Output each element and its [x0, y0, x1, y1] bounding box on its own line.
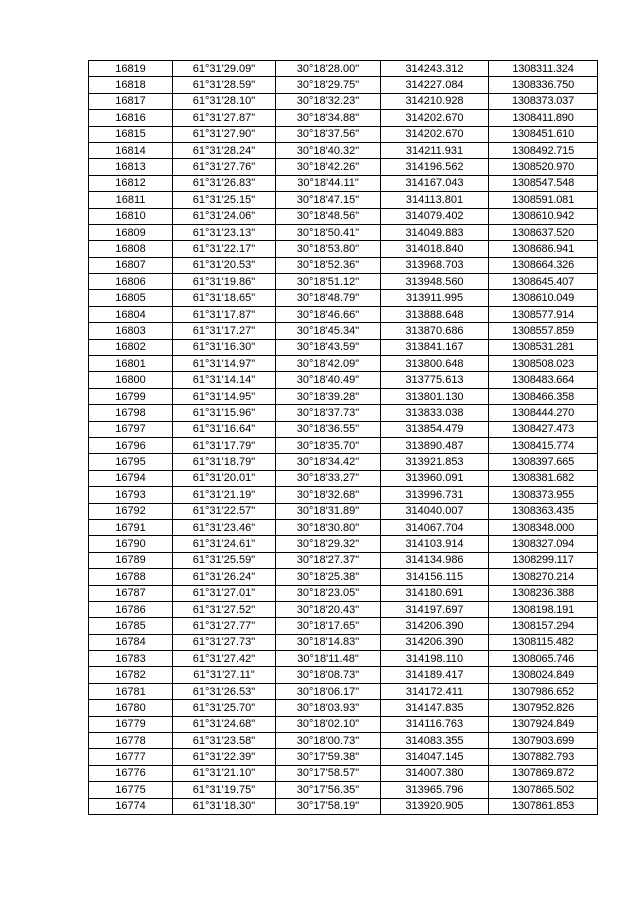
longitude-cell: 30°18'50.41" — [276, 224, 381, 240]
latitude-cell: 61°31'22.17" — [173, 241, 276, 257]
x-coordinate-cell: 314243.312 — [381, 61, 489, 77]
longitude-cell: 30°18'37.56" — [276, 126, 381, 142]
point-number-cell: 16805 — [89, 290, 173, 306]
x-coordinate-cell: 314198.110 — [381, 651, 489, 667]
point-number-cell: 16789 — [89, 552, 173, 568]
longitude-cell: 30°18'37.73" — [276, 405, 381, 421]
y-coordinate-cell: 1308427.473 — [489, 421, 598, 437]
longitude-cell: 30°18'02.10" — [276, 716, 381, 732]
x-coordinate-cell: 313920.905 — [381, 798, 489, 814]
point-number-cell: 16801 — [89, 356, 173, 372]
longitude-cell: 30°17'56.35" — [276, 782, 381, 798]
longitude-cell: 30°18'51.12" — [276, 274, 381, 290]
table-row — [89, 519, 598, 535]
table-row — [89, 601, 598, 617]
longitude-cell: 30°18'48.79" — [276, 290, 381, 306]
y-coordinate-cell: 1308236.388 — [489, 585, 598, 601]
y-coordinate-cell: 1308336.750 — [489, 77, 598, 93]
y-coordinate-cell: 1308686.941 — [489, 241, 598, 257]
x-coordinate-cell: 314047.145 — [381, 749, 489, 765]
table-row — [89, 224, 598, 240]
latitude-cell: 61°31'14.95" — [173, 388, 276, 404]
y-coordinate-cell: 1308327.094 — [489, 536, 598, 552]
y-coordinate-cell: 1308547.548 — [489, 175, 598, 191]
latitude-cell: 61°31'17.79" — [173, 437, 276, 453]
table-row — [89, 634, 598, 650]
latitude-cell: 61°31'27.42" — [173, 651, 276, 667]
longitude-cell: 30°18'42.09" — [276, 356, 381, 372]
longitude-cell: 30°18'29.32" — [276, 536, 381, 552]
latitude-cell: 61°31'24.06" — [173, 208, 276, 224]
y-coordinate-cell: 1307903.699 — [489, 733, 598, 749]
y-coordinate-cell: 1308591.081 — [489, 192, 598, 208]
y-coordinate-cell: 1308637.520 — [489, 224, 598, 240]
y-coordinate-cell: 1307924.849 — [489, 716, 598, 732]
longitude-cell: 30°18'30.80" — [276, 519, 381, 535]
x-coordinate-cell: 314196.562 — [381, 159, 489, 175]
x-coordinate-cell: 313911.995 — [381, 290, 489, 306]
latitude-cell: 61°31'23.13" — [173, 224, 276, 240]
table-row — [89, 667, 598, 683]
table-row — [89, 733, 598, 749]
longitude-cell: 30°18'47.15" — [276, 192, 381, 208]
x-coordinate-cell: 314202.670 — [381, 110, 489, 126]
y-coordinate-cell: 1308373.955 — [489, 487, 598, 503]
point-number-cell: 16784 — [89, 634, 173, 650]
y-coordinate-cell: 1308024.849 — [489, 667, 598, 683]
table-row — [89, 700, 598, 716]
latitude-cell: 61°31'24.68" — [173, 716, 276, 732]
coordinates-table-body — [89, 61, 598, 815]
latitude-cell: 61°31'27.11" — [173, 667, 276, 683]
table-row — [89, 421, 598, 437]
point-number-cell: 16794 — [89, 470, 173, 486]
x-coordinate-cell: 313801.130 — [381, 388, 489, 404]
latitude-cell: 61°31'22.39" — [173, 749, 276, 765]
y-coordinate-cell: 1308065.746 — [489, 651, 598, 667]
x-coordinate-cell: 313833.038 — [381, 405, 489, 421]
point-number-cell: 16791 — [89, 519, 173, 535]
x-coordinate-cell: 314147.835 — [381, 700, 489, 716]
longitude-cell: 30°18'28.00" — [276, 61, 381, 77]
y-coordinate-cell: 1308311.324 — [489, 61, 598, 77]
table-row — [89, 93, 598, 109]
table-row — [89, 306, 598, 322]
x-coordinate-cell: 313890.487 — [381, 437, 489, 453]
y-coordinate-cell: 1308397.665 — [489, 454, 598, 470]
y-coordinate-cell: 1308508.023 — [489, 356, 598, 372]
latitude-cell: 61°31'27.01" — [173, 585, 276, 601]
table-row — [89, 208, 598, 224]
point-number-cell: 16778 — [89, 733, 173, 749]
latitude-cell: 61°31'27.52" — [173, 601, 276, 617]
x-coordinate-cell: 314211.931 — [381, 142, 489, 158]
x-coordinate-cell: 313968.703 — [381, 257, 489, 273]
x-coordinate-cell: 314206.390 — [381, 618, 489, 634]
x-coordinate-cell: 314116.763 — [381, 716, 489, 732]
y-coordinate-cell: 1308348.000 — [489, 519, 598, 535]
latitude-cell: 61°31'17.27" — [173, 323, 276, 339]
longitude-cell: 30°17'58.57" — [276, 765, 381, 781]
x-coordinate-cell: 314167.043 — [381, 175, 489, 191]
latitude-cell: 61°31'20.53" — [173, 257, 276, 273]
y-coordinate-cell: 1307986.652 — [489, 683, 598, 699]
latitude-cell: 61°31'27.90" — [173, 126, 276, 142]
x-coordinate-cell: 314180.691 — [381, 585, 489, 601]
longitude-cell: 30°18'45.34" — [276, 323, 381, 339]
y-coordinate-cell: 1308664.326 — [489, 257, 598, 273]
point-number-cell: 16803 — [89, 323, 173, 339]
table-row — [89, 683, 598, 699]
y-coordinate-cell: 1308373.037 — [489, 93, 598, 109]
y-coordinate-cell: 1308466.358 — [489, 388, 598, 404]
y-coordinate-cell: 1308451.610 — [489, 126, 598, 142]
latitude-cell: 61°31'28.24" — [173, 142, 276, 158]
x-coordinate-cell: 314067.704 — [381, 519, 489, 535]
y-coordinate-cell: 1308363.435 — [489, 503, 598, 519]
latitude-cell: 61°31'28.10" — [173, 93, 276, 109]
x-coordinate-cell: 314134.986 — [381, 552, 489, 568]
table-row — [89, 241, 598, 257]
y-coordinate-cell: 1308520.970 — [489, 159, 598, 175]
x-coordinate-cell: 314197.697 — [381, 601, 489, 617]
table-row — [89, 651, 598, 667]
longitude-cell: 30°18'00.73" — [276, 733, 381, 749]
point-number-cell: 16816 — [89, 110, 173, 126]
table-row — [89, 552, 598, 568]
y-coordinate-cell: 1307952.826 — [489, 700, 598, 716]
x-coordinate-cell: 313870.686 — [381, 323, 489, 339]
y-coordinate-cell: 1308645.407 — [489, 274, 598, 290]
table-row — [89, 290, 598, 306]
longitude-cell: 30°18'31.89" — [276, 503, 381, 519]
y-coordinate-cell: 1308198.191 — [489, 601, 598, 617]
longitude-cell: 30°18'29.75" — [276, 77, 381, 93]
table-row — [89, 798, 598, 814]
table-row — [89, 503, 598, 519]
latitude-cell: 61°31'16.30" — [173, 339, 276, 355]
y-coordinate-cell: 1307861.853 — [489, 798, 598, 814]
x-coordinate-cell: 314007.380 — [381, 765, 489, 781]
point-number-cell: 16819 — [89, 61, 173, 77]
longitude-cell: 30°17'59.38" — [276, 749, 381, 765]
longitude-cell: 30°18'39.28" — [276, 388, 381, 404]
point-number-cell: 16774 — [89, 798, 173, 814]
x-coordinate-cell: 313854.479 — [381, 421, 489, 437]
table-row — [89, 388, 598, 404]
longitude-cell: 30°18'17.65" — [276, 618, 381, 634]
x-coordinate-cell: 313996.731 — [381, 487, 489, 503]
point-number-cell: 16815 — [89, 126, 173, 142]
latitude-cell: 61°31'26.24" — [173, 569, 276, 585]
y-coordinate-cell: 1308444.270 — [489, 405, 598, 421]
table-row — [89, 77, 598, 93]
y-coordinate-cell: 1308492.715 — [489, 142, 598, 158]
longitude-cell: 30°18'32.68" — [276, 487, 381, 503]
table-row — [89, 339, 598, 355]
longitude-cell: 30°18'46.66" — [276, 306, 381, 322]
point-number-cell: 16785 — [89, 618, 173, 634]
latitude-cell: 61°31'27.73" — [173, 634, 276, 650]
x-coordinate-cell: 314040.007 — [381, 503, 489, 519]
latitude-cell: 61°31'14.14" — [173, 372, 276, 388]
table-row — [89, 782, 598, 798]
point-number-cell: 16780 — [89, 700, 173, 716]
latitude-cell: 61°31'25.59" — [173, 552, 276, 568]
longitude-cell: 30°18'43.59" — [276, 339, 381, 355]
point-number-cell: 16802 — [89, 339, 173, 355]
x-coordinate-cell: 314206.390 — [381, 634, 489, 650]
point-number-cell: 16798 — [89, 405, 173, 421]
table-row — [89, 618, 598, 634]
table-row — [89, 323, 598, 339]
latitude-cell: 61°31'26.53" — [173, 683, 276, 699]
longitude-cell: 30°18'11.48" — [276, 651, 381, 667]
latitude-cell: 61°31'20.01" — [173, 470, 276, 486]
y-coordinate-cell: 1307882.793 — [489, 749, 598, 765]
point-number-cell: 16783 — [89, 651, 173, 667]
table-row — [89, 585, 598, 601]
point-number-cell: 16812 — [89, 175, 173, 191]
longitude-cell: 30°18'32.23" — [276, 93, 381, 109]
point-number-cell: 16797 — [89, 421, 173, 437]
x-coordinate-cell: 313960.091 — [381, 470, 489, 486]
longitude-cell: 30°18'25.38" — [276, 569, 381, 585]
table-row — [89, 356, 598, 372]
y-coordinate-cell: 1308415.774 — [489, 437, 598, 453]
x-coordinate-cell: 314172.411 — [381, 683, 489, 699]
latitude-cell: 61°31'18.65" — [173, 290, 276, 306]
latitude-cell: 61°31'15.96" — [173, 405, 276, 421]
longitude-cell: 30°18'27.37" — [276, 552, 381, 568]
table-row — [89, 175, 598, 191]
latitude-cell: 61°31'19.75" — [173, 782, 276, 798]
longitude-cell: 30°18'20.43" — [276, 601, 381, 617]
point-number-cell: 16800 — [89, 372, 173, 388]
latitude-cell: 61°31'21.10" — [173, 765, 276, 781]
table-row — [89, 536, 598, 552]
point-number-cell: 16795 — [89, 454, 173, 470]
x-coordinate-cell: 314189.417 — [381, 667, 489, 683]
longitude-cell: 30°18'35.70" — [276, 437, 381, 453]
point-number-cell: 16777 — [89, 749, 173, 765]
table-row — [89, 61, 598, 77]
y-coordinate-cell: 1308381.682 — [489, 470, 598, 486]
longitude-cell: 30°18'03.93" — [276, 700, 381, 716]
y-coordinate-cell: 1308115.482 — [489, 634, 598, 650]
longitude-cell: 30°18'34.88" — [276, 110, 381, 126]
y-coordinate-cell: 1308299.117 — [489, 552, 598, 568]
longitude-cell: 30°18'14.83" — [276, 634, 381, 650]
x-coordinate-cell: 313888.648 — [381, 306, 489, 322]
table-row — [89, 192, 598, 208]
longitude-cell: 30°18'08.73" — [276, 667, 381, 683]
y-coordinate-cell: 1308157.294 — [489, 618, 598, 634]
latitude-cell: 61°31'21.19" — [173, 487, 276, 503]
longitude-cell: 30°18'36.55" — [276, 421, 381, 437]
point-number-cell: 16792 — [89, 503, 173, 519]
x-coordinate-cell: 314113.801 — [381, 192, 489, 208]
x-coordinate-cell: 314227.084 — [381, 77, 489, 93]
x-coordinate-cell: 314079.402 — [381, 208, 489, 224]
table-row — [89, 257, 598, 273]
latitude-cell: 61°31'23.46" — [173, 519, 276, 535]
point-number-cell: 16776 — [89, 765, 173, 781]
y-coordinate-cell: 1308483.664 — [489, 372, 598, 388]
table-row — [89, 749, 598, 765]
y-coordinate-cell: 1307869.872 — [489, 765, 598, 781]
latitude-cell: 61°31'27.76" — [173, 159, 276, 175]
latitude-cell: 61°31'18.79" — [173, 454, 276, 470]
latitude-cell: 61°31'25.15" — [173, 192, 276, 208]
y-coordinate-cell: 1308557.859 — [489, 323, 598, 339]
latitude-cell: 61°31'17.87" — [173, 306, 276, 322]
point-number-cell: 16790 — [89, 536, 173, 552]
latitude-cell: 61°31'18.30" — [173, 798, 276, 814]
latitude-cell: 61°31'27.77" — [173, 618, 276, 634]
latitude-cell: 61°31'23.58" — [173, 733, 276, 749]
longitude-cell: 30°18'40.49" — [276, 372, 381, 388]
table-row — [89, 487, 598, 503]
point-number-cell: 16809 — [89, 224, 173, 240]
latitude-cell: 61°31'25.70" — [173, 700, 276, 716]
longitude-cell: 30°18'44.11" — [276, 175, 381, 191]
point-number-cell: 16788 — [89, 569, 173, 585]
point-number-cell: 16811 — [89, 192, 173, 208]
point-number-cell: 16804 — [89, 306, 173, 322]
x-coordinate-cell: 313800.648 — [381, 356, 489, 372]
longitude-cell: 30°18'40.32" — [276, 142, 381, 158]
x-coordinate-cell: 314156.115 — [381, 569, 489, 585]
table-row — [89, 405, 598, 421]
table-row — [89, 372, 598, 388]
latitude-cell: 61°31'19.86" — [173, 274, 276, 290]
point-number-cell: 16793 — [89, 487, 173, 503]
table-row — [89, 159, 598, 175]
y-coordinate-cell: 1308411.890 — [489, 110, 598, 126]
table-row — [89, 437, 598, 453]
y-coordinate-cell: 1308610.942 — [489, 208, 598, 224]
latitude-cell: 61°31'28.59" — [173, 77, 276, 93]
y-coordinate-cell: 1308270.214 — [489, 569, 598, 585]
longitude-cell: 30°18'48.56" — [276, 208, 381, 224]
y-coordinate-cell: 1308577.914 — [489, 306, 598, 322]
point-number-cell: 16787 — [89, 585, 173, 601]
longitude-cell: 30°17'58.19" — [276, 798, 381, 814]
table-row — [89, 126, 598, 142]
x-coordinate-cell: 314049.883 — [381, 224, 489, 240]
y-coordinate-cell: 1308531.281 — [489, 339, 598, 355]
longitude-cell: 30°18'34.42" — [276, 454, 381, 470]
x-coordinate-cell: 313841.167 — [381, 339, 489, 355]
y-coordinate-cell: 1308610.049 — [489, 290, 598, 306]
x-coordinate-cell: 314018.840 — [381, 241, 489, 257]
point-number-cell: 16775 — [89, 782, 173, 798]
x-coordinate-cell: 314202.670 — [381, 126, 489, 142]
table-row — [89, 274, 598, 290]
table-row — [89, 470, 598, 486]
table-row — [89, 110, 598, 126]
table-row — [89, 765, 598, 781]
longitude-cell: 30°18'52.36" — [276, 257, 381, 273]
point-number-cell: 16781 — [89, 683, 173, 699]
longitude-cell: 30°18'23.05" — [276, 585, 381, 601]
point-number-cell: 16782 — [89, 667, 173, 683]
x-coordinate-cell: 314103.914 — [381, 536, 489, 552]
longitude-cell: 30°18'42.26" — [276, 159, 381, 175]
point-number-cell: 16807 — [89, 257, 173, 273]
table-row — [89, 716, 598, 732]
longitude-cell: 30°18'06.17" — [276, 683, 381, 699]
latitude-cell: 61°31'26.83" — [173, 175, 276, 191]
coordinates-table — [88, 60, 598, 815]
point-number-cell: 16796 — [89, 437, 173, 453]
latitude-cell: 61°31'29.09" — [173, 61, 276, 77]
x-coordinate-cell: 313948.560 — [381, 274, 489, 290]
x-coordinate-cell: 314210.928 — [381, 93, 489, 109]
table-row — [89, 142, 598, 158]
latitude-cell: 61°31'24.61" — [173, 536, 276, 552]
point-number-cell: 16818 — [89, 77, 173, 93]
latitude-cell: 61°31'14.97" — [173, 356, 276, 372]
latitude-cell: 61°31'16.64" — [173, 421, 276, 437]
table-row — [89, 454, 598, 470]
table-row — [89, 569, 598, 585]
x-coordinate-cell: 314083.355 — [381, 733, 489, 749]
point-number-cell: 16810 — [89, 208, 173, 224]
x-coordinate-cell: 313965.796 — [381, 782, 489, 798]
point-number-cell: 16813 — [89, 159, 173, 175]
longitude-cell: 30°18'53.80" — [276, 241, 381, 257]
latitude-cell: 61°31'27.87" — [173, 110, 276, 126]
y-coordinate-cell: 1307865.502 — [489, 782, 598, 798]
longitude-cell: 30°18'33.27" — [276, 470, 381, 486]
point-number-cell: 16786 — [89, 601, 173, 617]
x-coordinate-cell: 313775.613 — [381, 372, 489, 388]
point-number-cell: 16779 — [89, 716, 173, 732]
point-number-cell: 16806 — [89, 274, 173, 290]
point-number-cell: 16799 — [89, 388, 173, 404]
point-number-cell: 16808 — [89, 241, 173, 257]
x-coordinate-cell: 313921.853 — [381, 454, 489, 470]
point-number-cell: 16817 — [89, 93, 173, 109]
latitude-cell: 61°31'22.57" — [173, 503, 276, 519]
point-number-cell: 16814 — [89, 142, 173, 158]
